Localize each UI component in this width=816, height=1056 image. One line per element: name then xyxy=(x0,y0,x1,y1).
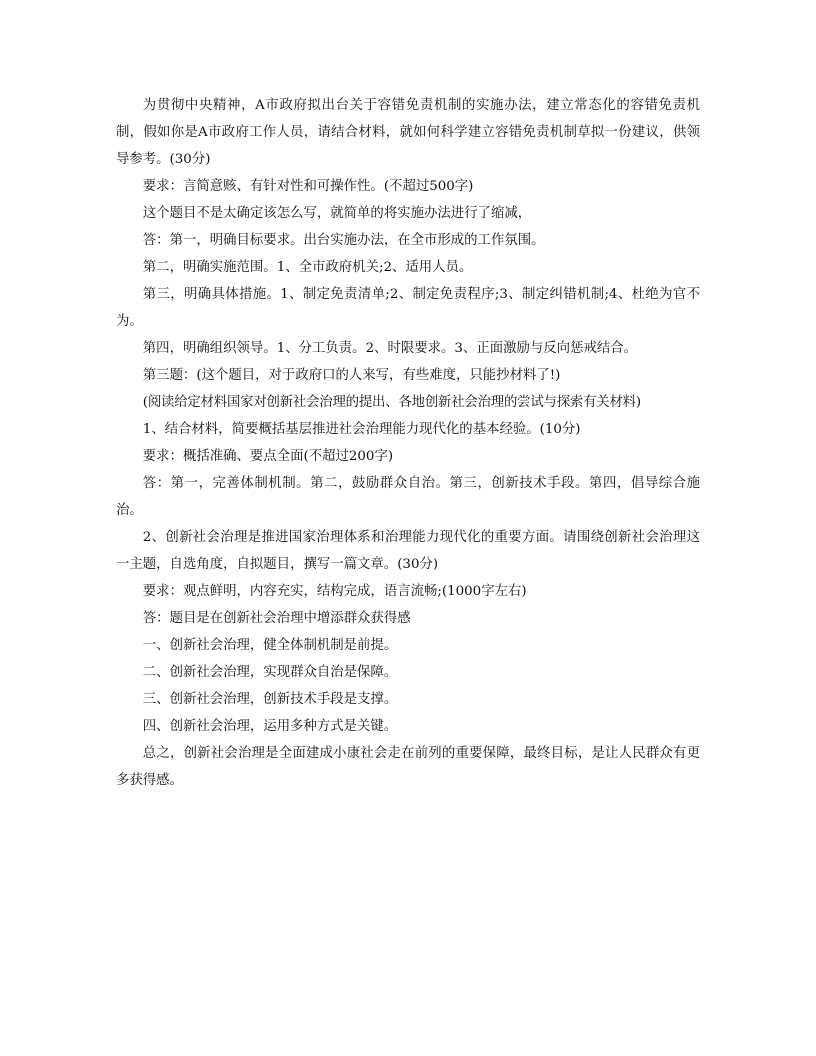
paragraph-point-4: 四、创新社会治理，运用多种方式是关键。 xyxy=(142,719,398,734)
paragraph-question-3: 第三题：(这个题目，对于政府口的人来写，有些难度，只能抄材料了!) xyxy=(142,368,561,383)
paragraph-answer-4: 第四，明确组织领导。1、分工负责。2、时限要求。3、正面激励与反向惩戒结合。 xyxy=(142,341,638,356)
paragraph-requirement: 要求：言简意赅、有针对性和可操作性。(不超过500字) xyxy=(142,179,474,194)
paragraph-answer-1: 答：第一，明确目标要求。出台实施办法，在全市形成的工作氛围。 xyxy=(142,233,545,248)
paragraph-answer-summary: 答：第一，完善体制机制。第二，鼓励群众自治。第三，创新技术手段。第四，倡导综合施治。 xyxy=(116,476,700,518)
paragraph-point-1: 一、创新社会治理，健全体制机制是前提。 xyxy=(142,638,398,653)
paragraph-answer-3: 第三，明确具体措施。1、制定免责清单;2、制定免责程序;3、制定纠错机制;4、杜绝为官不为。 xyxy=(116,287,700,329)
paragraph-intro-question: 为贯彻中央精神，A市政府拟出台关于容错免责机制的实施办法，建立常态化的容错免责机制，假如你是A市政府工作人员，请结合材料，就如何科学建立容错免责机制草拟一份建议，供领导参考。(30分) xyxy=(116,98,700,167)
paragraph-requirement-2: 要求：概括准确、要点全面(不超过200字) xyxy=(142,449,394,464)
paragraph-answer-2: 第二，明确实施范围。1、全市政府机关;2、适用人员。 xyxy=(142,260,473,275)
paragraph-subquestion-2: 2、创新社会治理是推进国家治理体系和治理能力现代化的重要方面。请围绕创新社会治理这一主题，自选角度，自拟题目，撰写一篇文章。(30分) xyxy=(116,530,700,572)
paragraph-conclusion: 总之，创新社会治理是全面建成小康社会走在前列的重要保障，最终目标，是让人民群众有更多获得感。 xyxy=(116,746,700,788)
paragraph-material-note: (阅读给定材料国家对创新社会治理的提出、各地创新社会治理的尝试与探索有关材料) xyxy=(142,395,641,410)
paragraph-requirement-3: 要求：观点鲜明，内容充实，结构完成，语言流畅;(1000字左右) xyxy=(142,584,527,599)
paragraph-point-2: 二、创新社会治理，实现群众自治是保障。 xyxy=(142,665,398,680)
paragraph-subquestion-1: 1、结合材料，简要概括基层推进社会治理能力现代化的基本经验。(10分) xyxy=(142,422,581,437)
document-body xyxy=(116,92,700,794)
paragraph-essay-title: 答：题目是在创新社会治理中增添群众获得感 xyxy=(142,611,411,626)
paragraph-note: 这个题目不是太确定该怎么写，就简单的将实施办法进行了缩减， xyxy=(142,206,532,221)
paragraph-point-3: 三、创新社会治理，创新技术手段是支撑。 xyxy=(142,692,398,707)
